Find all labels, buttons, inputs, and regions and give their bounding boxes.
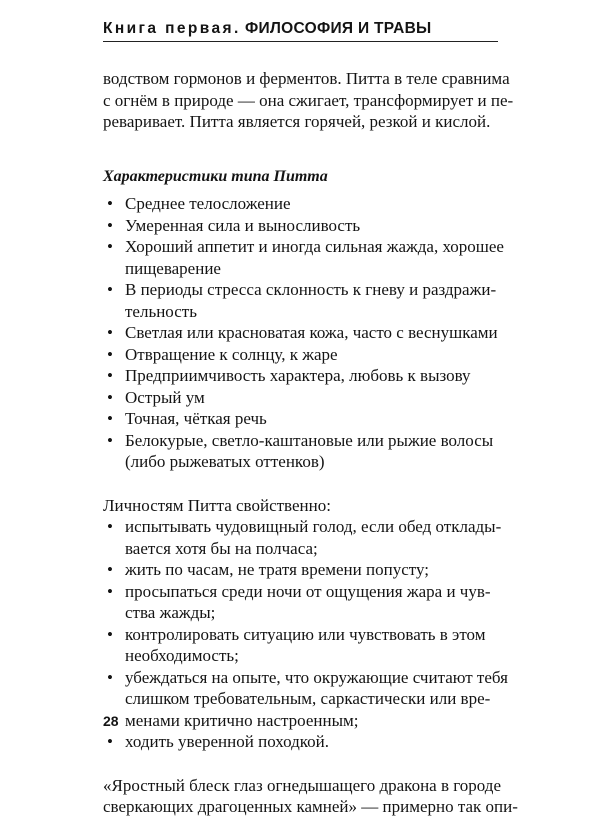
opening-paragraph-line: с огнём в природе — она сжигает, трансформирует и пе- [103, 90, 514, 110]
trait-item [103, 667, 508, 732]
traits-intro: Личностям Питта свойственно: [103, 495, 331, 515]
characteristics-heading: Характеристики типа Питта [103, 167, 328, 185]
characteristics-list [103, 193, 503, 473]
characteristic-item [103, 365, 503, 387]
characteristic-item [103, 193, 503, 215]
trait-item [103, 559, 503, 581]
closing-paragraph [103, 775, 518, 818]
characteristic-item [103, 322, 503, 344]
trait-item-text: • ходить уверенной походкой. [125, 732, 330, 751]
characteristic-item-text: • Предприимчивость характера, любовь к вызову [125, 366, 471, 385]
trait-item-text: • просыпаться среди ночи от ощущения жара и чув- [125, 581, 491, 601]
characteristic-item-text: • Отвращение к солнцу, к жаре [125, 344, 338, 364]
characteristic-item [103, 408, 503, 430]
trait-item-text: • убеждаться на опыте, что окружающие считают тебя [125, 667, 508, 687]
trait-item-text: • испытывать чудовищный голод, если обед отклады- [125, 517, 502, 536]
characteristic-item-text: тельность [125, 301, 197, 321]
characteristic-item [103, 387, 503, 409]
opening-paragraph-line: реваривает. Питта является горячей, резкой и кислой. [103, 112, 491, 131]
characteristic-item [103, 430, 503, 473]
page-body [103, 68, 518, 818]
trait-item-text: вается хотя бы на полчаса; [125, 538, 318, 558]
characteristic-item-text: • Среднее телосложение [125, 194, 291, 213]
header-book-title: Книга первая. [103, 20, 241, 37]
trait-item-text: • жить по часам, не тратя времени попусту; [125, 560, 429, 579]
opening-paragraph [103, 68, 514, 133]
closing-paragraph-line: сверкающих драгоценных камней» — примерно так опи- [103, 797, 518, 816]
characteristic-item-text: • Светлая или красноватая кожа, часто с веснушками [125, 323, 498, 342]
characteristic-item [103, 344, 503, 366]
characteristic-item-text: (либо рыжеватых оттенков) [125, 452, 325, 471]
trait-item [103, 731, 503, 753]
characteristic-item-text: • Острый ум [125, 387, 205, 407]
characteristic-item-text: пищеварение [125, 258, 221, 278]
characteristic-item [103, 279, 503, 322]
trait-item-text: необходимость; [125, 646, 239, 665]
traits-list [103, 516, 508, 753]
characteristic-item-text: • В периоды стресса склонность к гневу и раздражи- [125, 280, 497, 299]
trait-item-text: ства жажды; [125, 603, 216, 622]
running-header [103, 20, 498, 42]
characteristic-item-text: • Белокурые, светло-каштановые или рыжие волосы [125, 430, 494, 450]
closing-paragraph-line: «Яростный блеск глаз огнедышащего дракона в городе [103, 775, 501, 795]
trait-item [103, 624, 503, 667]
trait-item [103, 516, 503, 559]
trait-item-text: менами критично настроенным; [125, 710, 359, 730]
characteristic-item [103, 236, 503, 279]
characteristic-item-text: • Точная, чёткая речь [125, 409, 267, 428]
characteristic-item-text: • Хороший аппетит и иногда сильная жажда, хорошее [125, 237, 504, 256]
header-topic: ФИЛОСОФИЯ И ТРАВЫ [245, 20, 432, 37]
trait-item [103, 581, 503, 624]
trait-item-text: слишком требовательным, саркастически или вре- [125, 689, 491, 708]
opening-paragraph-line: водством гормонов и ферментов. Питта в теле сравнима [103, 69, 510, 88]
trait-item-text: • контролировать ситуацию или чувствовать в этом [125, 624, 486, 644]
characteristic-item-text: • Умеренная сила и выносливость [125, 215, 361, 235]
page-number: 28 [103, 713, 119, 729]
characteristic-item [103, 215, 503, 237]
